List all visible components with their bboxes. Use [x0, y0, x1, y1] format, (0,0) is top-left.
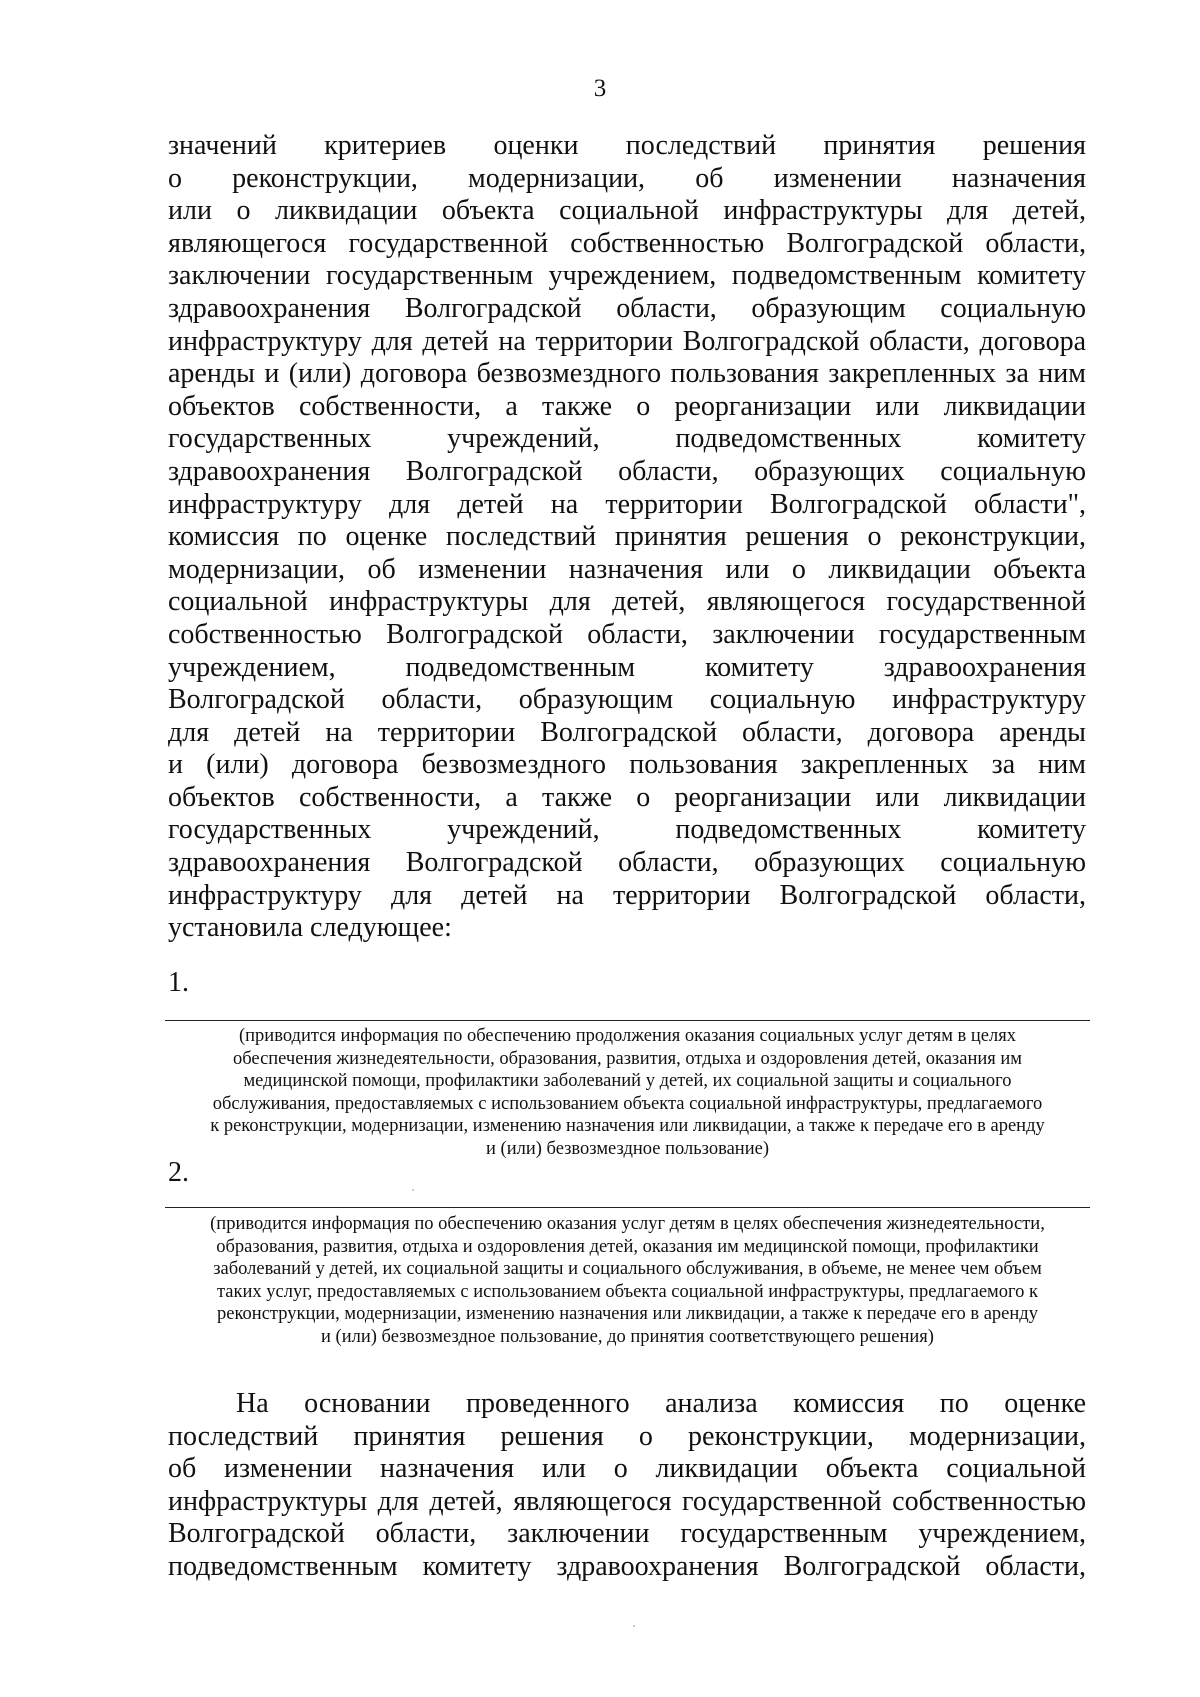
paragraph-line: объектов собственности, а также о реорганизации или ликвидации [168, 781, 1086, 813]
item-1-number: 1. [168, 967, 189, 998]
item-2-note [165, 1213, 1090, 1349]
paragraph-main [168, 130, 1086, 945]
paragraph-line: модернизации, об изменении назначения или о ликвидации объекта [168, 553, 1086, 585]
paragraph-line: комиссия по оценке последствий принятия решения о реконструкции, [168, 521, 1086, 553]
paragraph-line: собственностью Волгоградской области, заключении государственным [168, 618, 1086, 650]
item-1-note [165, 1025, 1090, 1161]
note-line: (приводится информация по обеспечению продолжения оказания социальных услуг детям в целях [239, 1026, 1016, 1046]
paragraph-line: объектов собственности, а также о реорганизации или ликвидации [168, 390, 1086, 422]
note-line: обслуживания, предоставляемых с использованием объекта социальной инфраструктуры, предлагаемого [212, 1093, 1043, 1114]
paragraph-line: или о ликвидации объекта социальной инфраструктуры для детей, [168, 195, 1086, 227]
note-line: реконструкции, модернизации, изменению назначения или ликвидации, а также к передаче его в аренду [217, 1304, 1038, 1325]
paragraph-line: аренды и (или) договора безвозмездного пользования закрепленных за ним [168, 358, 1086, 390]
paragraph-line: заключении государственным учреждением, подведомственным комитету [168, 260, 1086, 292]
paragraph-line: об изменении назначения или о ликвидации объекта социальной [168, 1453, 1086, 1485]
paragraph-line: инфраструктуру для детей на территории Волгоградской области, договора [168, 325, 1086, 357]
item-2-fill-line [165, 1207, 1090, 1208]
paragraph-line: являющегося государственной собственностью Волгоградской области, [168, 227, 1086, 259]
paragraph-line: инфраструктуры для детей, являющегося государственной собственностью [168, 1485, 1086, 1517]
paragraph-line: и (или) договора безвозмездного пользования закрепленных за ним [168, 749, 1086, 781]
paragraph-line: Волгоградской области, образующим социальную инфраструктуру [168, 684, 1086, 716]
note-line: медицинской помощи, профилактики заболеваний у детей, их социальной защиты и социального [243, 1071, 1012, 1092]
paragraph-line: здравоохранения Волгоградской области, образующих социальную [168, 847, 1086, 879]
paragraph-conclusion [168, 1388, 1086, 1584]
paragraph-line: здравоохранения Волгоградской области, образующим социальную [168, 292, 1086, 324]
item-1-fill-line [165, 1020, 1090, 1021]
paragraph-line: На основании проведенного анализа комиссия по оценке [236, 1388, 1086, 1419]
page-number: 3 [593, 75, 607, 102]
paragraph-line: социальной инфраструктуры для детей, являющегося государственной [168, 586, 1086, 618]
note-line: к реконструкции, модернизации, изменению назначения или ликвидации, а также к передаче его в аренду [210, 1116, 1045, 1137]
note-line: и (или) безвозмездное пользование, до принятия соответствующего решения) [321, 1326, 934, 1347]
paragraph-line: учреждением, подведомственным комитету здравоохранения [168, 651, 1086, 683]
note-line: таких услуг, предоставляемых с использованием объекта социальной инфраструктуры, предлагаемого к [216, 1281, 1038, 1302]
note-line: (приводится информация по обеспечению оказания услуг детям в целях обеспечения жизнедеятельности, [210, 1214, 1045, 1234]
paragraph-line: значений критериев оценки последствий принятия решения [168, 130, 1086, 161]
scan-speck [412, 1189, 414, 1191]
scan-speck [633, 1625, 635, 1627]
paragraph-line: Волгоградской области, заключении государственным учреждением, [168, 1518, 1086, 1550]
note-line: и (или) безвозмездное пользование) [486, 1138, 769, 1159]
paragraph-line: о реконструкции, модернизации, об изменении назначения [168, 162, 1086, 194]
note-line: заболеваний у детей, их социальной защиты и социального обслуживания, в объеме, не менее чем объем [213, 1259, 1042, 1280]
paragraph-line: инфраструктуру для детей на территории Волгоградской области, [168, 879, 1086, 911]
paragraph-line: для детей на территории Волгоградской области, договора аренды [168, 716, 1086, 748]
note-line: обеспечения жизнедеятельности, образования, развития, отдыха и оздоровления детей, оказания им [232, 1048, 1022, 1069]
paragraph-line: государственных учреждений, подведомственных комитету [168, 814, 1086, 846]
paragraph-line: последствий принятия решения о реконструкции, модернизации, [168, 1420, 1086, 1452]
paragraph-line: государственных учреждений, подведомственных комитету [168, 423, 1086, 455]
note-line: образования, развития, отдыха и оздоровления детей, оказания им медицинской помощи, профилактики [216, 1236, 1039, 1257]
paragraph-line: подведомственным комитету здравоохранения Волгоградской области, [168, 1550, 1086, 1582]
paragraph-line: установила следующее: [168, 912, 452, 944]
paragraph-line: здравоохранения Волгоградской области, образующих социальную [168, 455, 1086, 487]
paragraph-line: инфраструктуру для детей на территории Волгоградской области", [168, 488, 1086, 520]
item-2-number: 2. [168, 1157, 189, 1188]
